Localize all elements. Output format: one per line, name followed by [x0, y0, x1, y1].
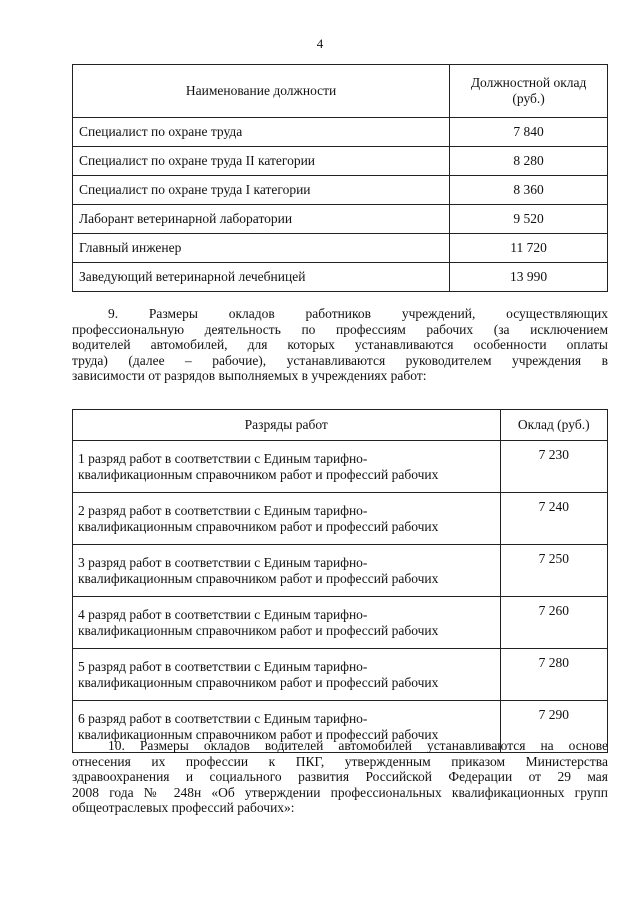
grade-description — [73, 493, 501, 545]
header-position: Наименование должности — [73, 65, 450, 118]
grade-description-line: квалификационным справочником работ и профессий рабочих — [78, 466, 439, 482]
table-row — [73, 118, 608, 147]
position-salary: 8 360 — [450, 176, 608, 205]
grade-description — [73, 597, 501, 649]
position-salary: 8 280 — [450, 147, 608, 176]
header-salary-line1: Должностной оклад — [470, 75, 587, 90]
header-salary — [450, 65, 608, 118]
position-salary: 7 840 — [450, 118, 608, 147]
position-name: Заведующий ветеринарной лечебницей — [73, 263, 450, 292]
table-row — [73, 441, 608, 493]
grade-description-line: 1 разряд работ в соответствии с Единым тарифно- — [78, 450, 368, 466]
header-work-grades: Разряды работ — [73, 410, 501, 441]
grade-description-line: квалификационным справочником работ и профессий рабочих — [78, 726, 439, 742]
position-salary: 9 520 — [450, 205, 608, 234]
grade-description — [73, 545, 501, 597]
table-row — [73, 234, 608, 263]
paragraph-line: 9. Размеры окладов работников учреждений, осуществляющих — [108, 306, 608, 321]
position-salary: 13 990 — [450, 263, 608, 292]
position-name: Специалист по охране труда II категории — [73, 147, 450, 176]
grade-salary: 7 230 — [500, 441, 608, 493]
table-row — [73, 263, 608, 292]
header-salary: Оклад (руб.) — [500, 410, 608, 441]
grade-salary: 7 260 — [500, 597, 608, 649]
position-name: Лаборант ветеринарной лаборатории — [73, 205, 450, 234]
table-row — [73, 597, 608, 649]
grade-description-line: 2 разряд работ в соответствии с Единым тарифно- — [78, 502, 368, 518]
paragraph-line: 10. Размеры окладов водителей автомобилей устанавливаются на основе — [108, 738, 608, 753]
table-header-row — [73, 410, 608, 441]
table-row — [73, 649, 608, 701]
table-row — [73, 205, 608, 234]
grade-description-line: 5 разряд работ в соответствии с Единым тарифно- — [78, 658, 368, 674]
grade-description-line: квалификационным справочником работ и профессий рабочих — [78, 570, 439, 586]
grade-description-line: 4 разряд работ в соответствии с Единым тарифно- — [78, 606, 368, 622]
table-header-row — [73, 65, 608, 118]
header-salary-line2: (руб.) — [512, 91, 545, 106]
position-salary-table — [72, 64, 608, 292]
paragraph-line: 2008 года № 248н «Об утверждении профессиональных квалификационных групп — [72, 784, 608, 800]
table-row — [73, 545, 608, 597]
grade-description-line: 6 разряд работ в соответствии с Единым тарифно- — [78, 710, 368, 726]
grade-description-line: квалификационным справочником работ и профессий рабочих — [78, 518, 439, 534]
paragraph-line: общеотраслевых профессий рабочих»: — [72, 800, 295, 815]
grade-salary: 7 290 — [500, 701, 608, 753]
paragraph-10 — [72, 738, 608, 816]
page-number: 4 — [316, 36, 324, 51]
position-name: Специалист по охране труда I категории — [73, 176, 450, 205]
work-grade-salary-table — [72, 409, 608, 753]
paragraph-line: труда) (далее – рабочие), устанавливаются руководителем учреждения в — [72, 352, 608, 368]
grade-description — [73, 441, 501, 493]
position-salary: 11 720 — [450, 234, 608, 263]
paragraph-line: отнесения их профессии к ПКГ, утвержденным приказом Министерства — [72, 753, 608, 769]
grade-description-line: квалификационным справочником работ и профессий рабочих — [78, 622, 439, 638]
table-row — [73, 176, 608, 205]
position-name: Специалист по охране труда — [73, 118, 450, 147]
position-name: Главный инженер — [73, 234, 450, 263]
paragraph-line: здравоохранения и социального развития Российской Федерации от 29 мая — [72, 769, 608, 784]
table-row — [73, 147, 608, 176]
paragraph-line: профессиональную деятельность по профессиям рабочих (за исключением — [72, 321, 608, 337]
paragraph-line: зависимости от разрядов выполняемых в учреждениях работ: — [72, 368, 427, 383]
grade-description-line: 3 разряд работ в соответствии с Единым тарифно- — [78, 554, 368, 570]
grade-description — [73, 649, 501, 701]
grade-description-line: квалификационным справочником работ и профессий рабочих — [78, 674, 439, 690]
grade-salary: 7 280 — [500, 649, 608, 701]
grade-salary: 7 250 — [500, 545, 608, 597]
table-row — [73, 493, 608, 545]
paragraph-line: водителей автомобилей, для которых устанавливаются особенности оплаты — [72, 337, 608, 352]
grade-salary: 7 240 — [500, 493, 608, 545]
paragraph-9 — [72, 306, 608, 384]
